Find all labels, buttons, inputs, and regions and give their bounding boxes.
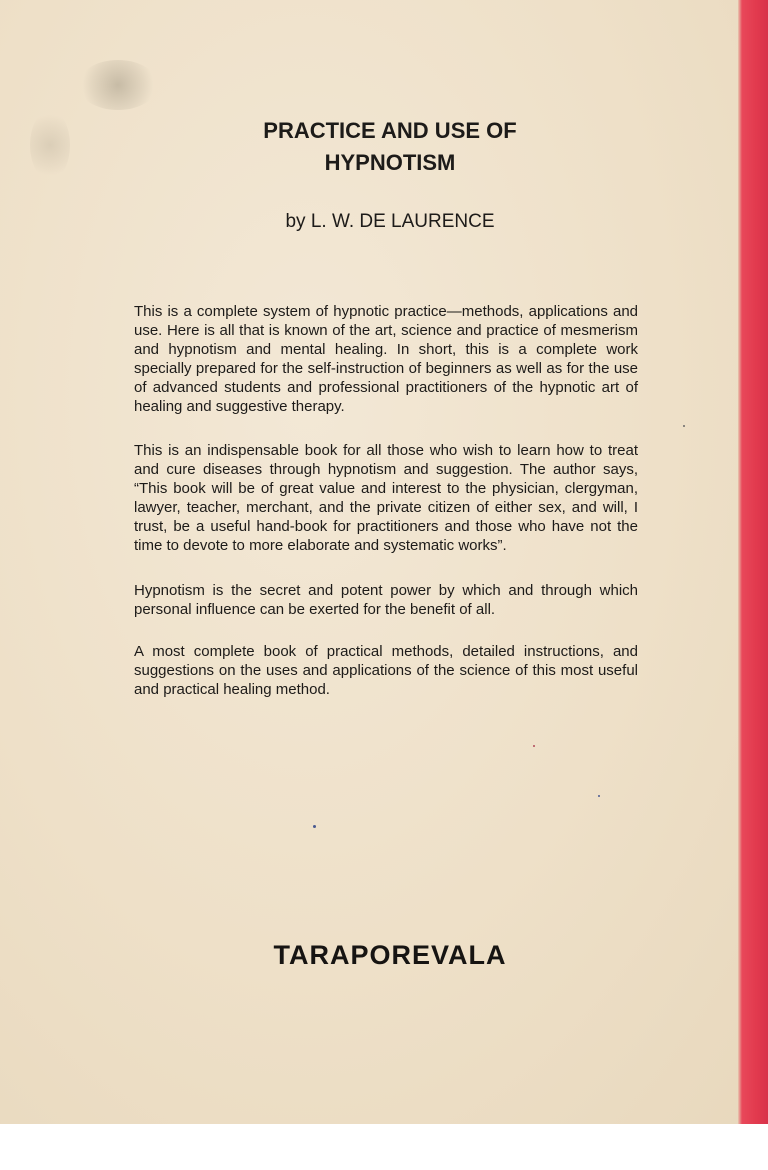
description-paragraph-3: Hypnotism is the secret and potent power by which and through which personal influence can be exerted for the benefit of all.: [134, 582, 638, 618]
paper-stain: [30, 110, 70, 180]
paper-speck: [533, 745, 535, 747]
publisher-name: TARAPOREVALA: [273, 940, 507, 970]
paper-speck: [598, 795, 600, 797]
paper-stain: [78, 60, 158, 110]
paper-speck: [683, 425, 685, 427]
red-spine-edge: [738, 0, 768, 1124]
book-title: [140, 115, 640, 179]
paper-speck: [313, 825, 316, 828]
description-paragraph-2: This is an indispensable book for all those who wish to learn how to treat and cure diseases through hypnotism and suggestion. The author says, “This book will be of great value and interest to the physician, clergyman, lawyer, teacher, merchant, and the private citizen of either sex, and will, I trust, be a useful hand-book for practitioners and those who have not the time to devote to more elaborate and systematic works”.: [134, 442, 638, 554]
title-line-1: PRACTICE AND USE OF: [263, 118, 517, 143]
description-paragraph-1: This is a complete system of hypnotic practice—methods, applications and use. Here is all that is known of the art, science and practice of mesmerism and hypnotism and mental healing. In short, this is a complete work specially prepared for the self-instruction of beginners as well as for the use of advanced students and professional practitioners of the hypnotic art of healing and suggestive therapy.: [134, 303, 638, 415]
description-paragraph-4: A most complete book of practical methods, detailed instructions, and suggestions on the uses and applications of the science of this most useful and practical healing method.: [134, 643, 638, 698]
title-line-2: HYPNOTISM: [324, 150, 456, 175]
author-byline: by L. W. DE LAURENCE: [285, 211, 495, 232]
